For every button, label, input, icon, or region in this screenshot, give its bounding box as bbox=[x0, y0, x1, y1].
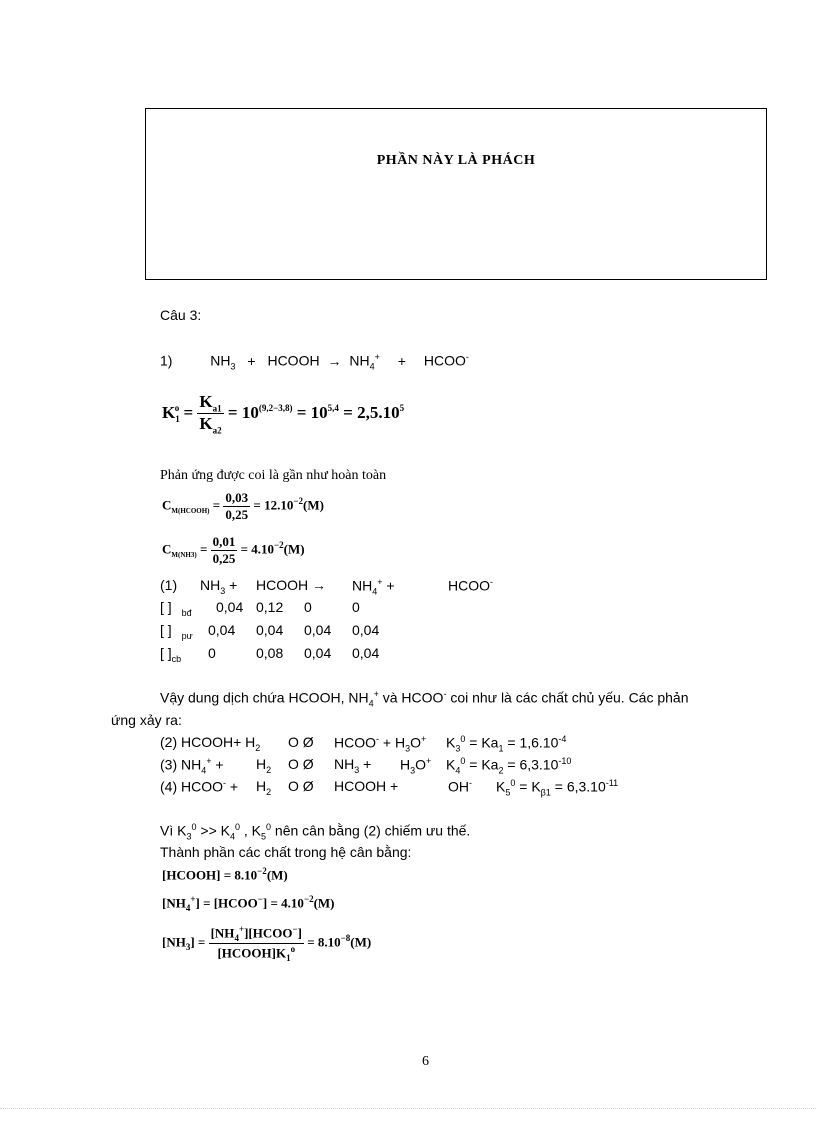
reaction-3: (3) $NH_4^+$ + bbox=[160, 756, 224, 776]
k1-fraction: $\frac{K_{a1}}{K_{a2}}$ bbox=[199, 392, 222, 436]
paragraph-line2: ứng xảy ra: bbox=[111, 712, 182, 728]
page-bottom-rule bbox=[0, 1108, 816, 1109]
equilibrium-nh3: $[NH_3]$ = $\frac{[NH_4^+][HCOO^-]}{[HCOOH]K_1^o}$ = $8.10^{-8}(M)$ bbox=[162, 924, 372, 963]
reaction-4: (4) HCOO- + bbox=[160, 778, 239, 795]
ice-row-initial: [ ] $_{bđ}$ bbox=[160, 599, 192, 618]
reaction-2: (2) HCOOH+ $H_2$ bbox=[160, 734, 261, 753]
concentration-hcooh: $C_{M(HCOOH)}$ = $\frac{0,03}{0,25}$ = $12.10^{-2}(M)$ bbox=[162, 490, 324, 522]
k1-formula: $K_1^o$ = $\frac{K_{a1}}{K_{a2}}$ = $10^{(9,2-3,8)} = 10^{5,4} = 2,5.10^5$ bbox=[162, 392, 405, 436]
equation-number: 1) bbox=[160, 352, 173, 369]
header-box bbox=[145, 108, 767, 280]
ice-row-reacted: [ ] $_{pư}$ bbox=[160, 622, 193, 641]
paragraph-main-species: Vậy dung dịch chứa HCOOH, $NH_4^+$ và HCOO- coi như là các chất chủ yếu. Các phản bbox=[160, 689, 689, 709]
reaction-arrow: → bbox=[327, 352, 342, 369]
equilibrium-nh4: $[NH_4^+]$ = [HCOO−] = $4.10^{-2}(M)$ bbox=[162, 894, 335, 913]
page-number: 6 bbox=[422, 1054, 429, 1069]
composition-line: Thành phần các chất trong hệ cân bằng: bbox=[160, 844, 412, 860]
ice-header: (1) bbox=[160, 577, 178, 593]
header-box-title: PHẦN NÀY LÀ PHÁCH bbox=[376, 153, 536, 168]
statement-complete-reaction: Phản ứng được coi là gần như hoàn toàn bbox=[160, 468, 387, 483]
equilibrium-hcooh: [HCOOH] = $8.10^{-2}(M)$ bbox=[162, 866, 288, 883]
equation-1: 1) $NH_3$ + HCOOH → $NH_4^+$ + HCOO- bbox=[160, 352, 469, 372]
compare-line: Vì $K_3^0 >> K_4^0$ , $K_5^0$ nên cân bằng (2) chiếm ưu thế. bbox=[160, 822, 471, 842]
question-label: Câu 3: bbox=[160, 307, 202, 323]
ice-row-equilibrium: [ ]$_{cb}$ bbox=[160, 645, 182, 664]
concentration-nh3: $C_{M(NH3)}$ = $\frac{0,01}{0,25}$ = $4.10^{-2}(M)$ bbox=[162, 534, 305, 566]
